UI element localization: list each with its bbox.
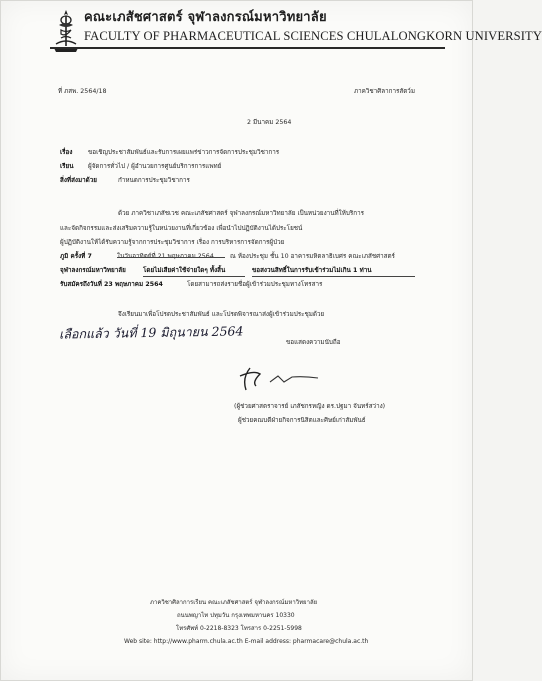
footer-address-line-2: ถนนพญาไท ปทุมวัน กรุงเทพมหานคร 10330: [177, 612, 295, 619]
seat-limit-text: ขอสงวนสิทธิ์ในการรับเข้าร่วมไม่เกิน 1 ท่าน: [252, 267, 372, 274]
reference-number: ที่ ภสพ. 2564/18: [58, 88, 107, 95]
venue-text: ณ ห้องประชุม ชั้น 10 อาคารมหิตลาธิเบศร คณะเภสัชศาสตร์: [230, 253, 395, 260]
footer-address-line-1: ภาควิชาศิลาการเรียน คณะเภสัชศาสตร์ จุฬาลงกรณ์มหาวิทยาลัย: [150, 599, 318, 606]
body-line-1: ด้วย ภาควิชาเภสัชเวช คณะเภสัชศาสตร์ จุฬาลงกรณ์มหาวิทยาลัย เป็นหน่วยงานที่ให้บริการ: [118, 210, 364, 217]
body-line-2: และจัดกิจกรรมและส่งเสริมความรู้ในหน่วยงานที่เกี่ยวข้อง เพื่อนำไปปฏิบัติงานได้ประโยชน์: [60, 225, 303, 232]
body-line-3: ผู้ปฏิบัติงานให้ได้รับความรู้จากการประชุมวิชาการ เรื่อง การบริหารการจัดการผู้ป่วย: [60, 239, 285, 246]
strikethrough-line: [117, 257, 225, 258]
footer-phone-fax: โทรศัพท์ 0-2218-8323 โทรสาร 0-2251-5998: [176, 625, 302, 632]
signer-title: ผู้ช่วยคณบดีฝ่ายกิจการนิสิตและศิษย์เก่าสัมพันธ์: [238, 417, 366, 424]
org-name-english: FACULTY OF PHARMACEUTICAL SCIENCES CHULALONGKORN UNIVERSITY: [84, 29, 542, 43]
underline-seat-limit: [252, 276, 415, 277]
signature-image: [232, 364, 342, 394]
free-of-charge-text: โดยไม่เสียค่าใช้จ่ายใดๆ ทั้งสิ้น: [143, 267, 226, 274]
department-name: ภาควิชาศิลาการสัตว์ม: [354, 88, 415, 95]
enclosure-label: สิ่งที่ส่งมาด้วย: [60, 177, 97, 184]
letter-date: 2 มีนาคม 2564: [247, 119, 292, 126]
underline-free: [143, 276, 245, 277]
closing-phrase: ขอแสดงความนับถือ: [286, 339, 341, 346]
subject-label: เรื่อง: [60, 149, 73, 156]
subject-text: ขอเชิญประชาสัมพันธ์และรับการเผยแพร่ข่าวการจัดการประชุมวิชาการ: [88, 149, 280, 156]
header-rule: [50, 47, 445, 49]
enclosure-text: กำหนดการประชุมวิชาการ: [118, 177, 190, 184]
footer-web-email: Web site: http://www.pharm.chula.ac.th E-mail address: pharmacare@chula.ac.th: [124, 638, 369, 645]
closing-request: จึงเรียนมาเพื่อโปรดประชาสัมพันธ์ และโปรดพิจารณาส่งผู้เข้าร่วมประชุมด้วย: [118, 311, 325, 318]
registration-deadline: รับสมัครถึงวันที่ 23 พฤษภาคม 2564: [60, 281, 163, 288]
body-university: จุฬาลงกรณ์มหาวิทยาลัย: [60, 267, 126, 274]
recipient-text: ผู้จัดการทั่วไป / ผู้อำนวยการศูนย์บริการการแพทย์: [88, 163, 222, 170]
body-line-4-start: ภูมิ ครั้งที่ 7: [60, 253, 92, 260]
handwritten-note: เลือกแล้ว วันที่ 19 มิถุนายน 2564: [58, 323, 244, 342]
recipient-label: เรียน: [60, 163, 74, 170]
org-name-thai: คณะเภสัชศาสตร์ จุฬาลงกรณ์มหาวิทยาลัย: [84, 10, 327, 25]
signer-name: (ผู้ช่วยศาสตราจารย์ เภสัชกรหญิง ดร.ปฐมา จันทร์สว่าง): [234, 403, 386, 410]
registration-method: โดยสามารถส่งรายชื่อผู้เข้าร่วมประชุมทางโทรสาร: [187, 281, 323, 288]
